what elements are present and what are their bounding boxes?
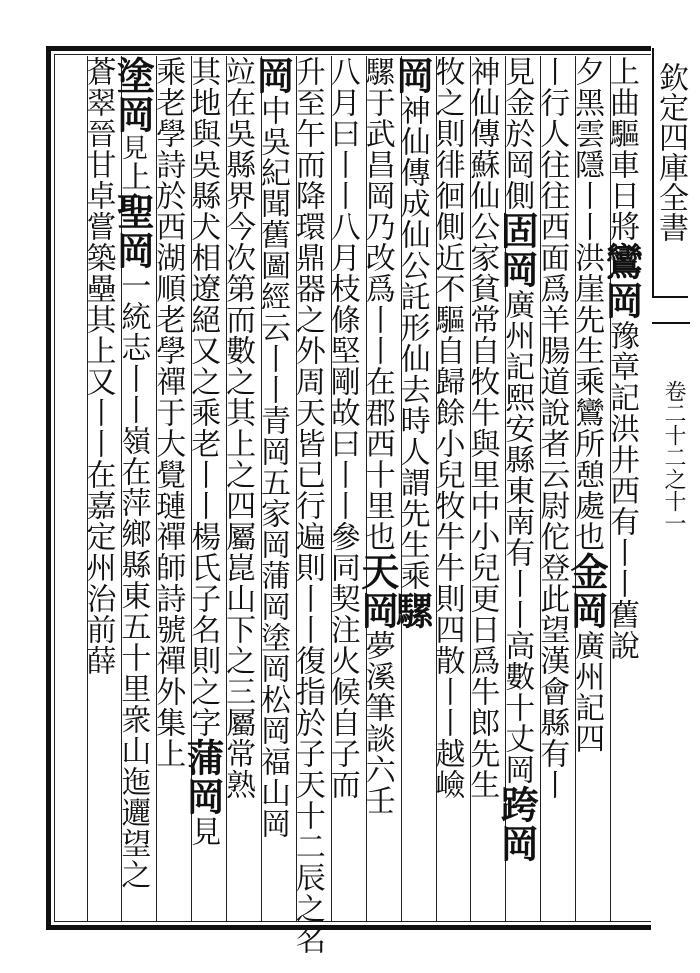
text-column [389, 56, 437, 922]
text-segment: 廣州記四 [569, 630, 605, 754]
text-segment: 洪崖先生乘鸞所憩處也 [569, 242, 605, 552]
entry-heading: 固岡 [494, 211, 540, 289]
margin-book-title: 欽定四庫全書 [652, 48, 688, 298]
text-segment: 蒼翠晉甘卓嘗築壘其上又丨丨在嘉定州治前薛 [80, 56, 116, 676]
text-segment: 夕黑雲隱丨丨 [569, 56, 605, 242]
entry-heading: 聖岡 [110, 192, 156, 270]
text-column [289, 56, 332, 955]
text-segment: 夢溪筆談六壬 [359, 630, 395, 816]
text-segment: 見 [185, 816, 221, 847]
text-segment: 會縣有丨 [534, 676, 570, 800]
entry-heading: 鸞岡 [599, 242, 644, 320]
text-segment: 乘老學詩於西湖順老學禪于大覺璉禪師詩號禪外集 [150, 56, 186, 738]
text-column [250, 56, 297, 922]
text-segment: 騾于武昌岡乃改爲丨丨在郡西十里也 [359, 56, 395, 552]
text-segment: 西面爲羊腸道說者云尉佗登此望漢 [534, 211, 570, 676]
text-segment: 神仙傳成仙公託形仙去時人謂先生乘 [394, 95, 430, 591]
text-column [494, 56, 541, 922]
text-segment: 見 [117, 134, 148, 161]
text-column [220, 56, 262, 922]
text-column [180, 56, 227, 922]
text-segment: 丨行人往往 [534, 56, 570, 211]
text-column [80, 56, 123, 922]
text-segment: 豫章記洪井西有丨丨舊說 [604, 320, 639, 661]
text-segment: 升至午而降環鼎器之外周天皆已行遍則丨丨復指於子 [289, 56, 325, 769]
entry-heading: 金岡 [564, 552, 610, 630]
entry-heading: 騾 [389, 591, 435, 630]
text-segment: 見金於岡側 [499, 56, 535, 211]
text-column [324, 56, 367, 922]
text-segment: 天十二辰之名 [289, 769, 325, 955]
text-segment: 神仙傳蘇仙公家貧常自牧牛與里中小兒更日爲牛郎先生 [464, 56, 500, 800]
text-segment: 上曲驅車日將 [604, 56, 639, 242]
text-segment: 上 [150, 738, 186, 769]
text-segment: 竝在吳縣界今次第而數之其上之四屬崑山下之三屬常熟 [220, 56, 256, 800]
entry-heading: 天岡 [354, 552, 400, 630]
entry-heading: 岡 [250, 56, 295, 95]
text-column [599, 56, 646, 922]
text-segment: 上 [115, 161, 151, 192]
fish-tail-mark [652, 298, 690, 324]
text-segment: 牧之則徘徊側近不驅自歸餘小兒牧牛牛則四散丨丨越嶮 [429, 56, 465, 800]
margin-volume-label: 卷二十二之十一 [661, 380, 686, 534]
entry-heading: 塗岡 [110, 56, 156, 134]
text-segment: 中吳紀聞舊圖經云丨丨青岡五家岡蒲岡塗岡松岡福山岡 [255, 95, 290, 839]
text-column [564, 56, 611, 922]
text-column [110, 56, 157, 922]
text-segment: 其地與吳縣犬相遼絕又之乘老丨丨楊氏子名則之字 [185, 56, 221, 738]
text-segment: 一統志丨丨嶺在萍鄉縣東五十里衆山迤邐望之 [115, 270, 151, 890]
text-column [354, 56, 402, 922]
text-segment: 八月曰丨丨八月枝條堅剛故曰丨丨參同契注火候自子而 [324, 56, 360, 800]
entry-heading: 跨岡 [494, 785, 540, 863]
text-column [534, 56, 576, 922]
entry-heading: 蒲岡 [180, 738, 226, 816]
text-column [150, 56, 192, 922]
text-segment: 廣州記熙安縣東南有丨丨高數十丈岡 [499, 289, 535, 785]
entry-heading: 岡 [389, 56, 435, 95]
text-column [429, 56, 472, 922]
text-column [464, 56, 506, 922]
